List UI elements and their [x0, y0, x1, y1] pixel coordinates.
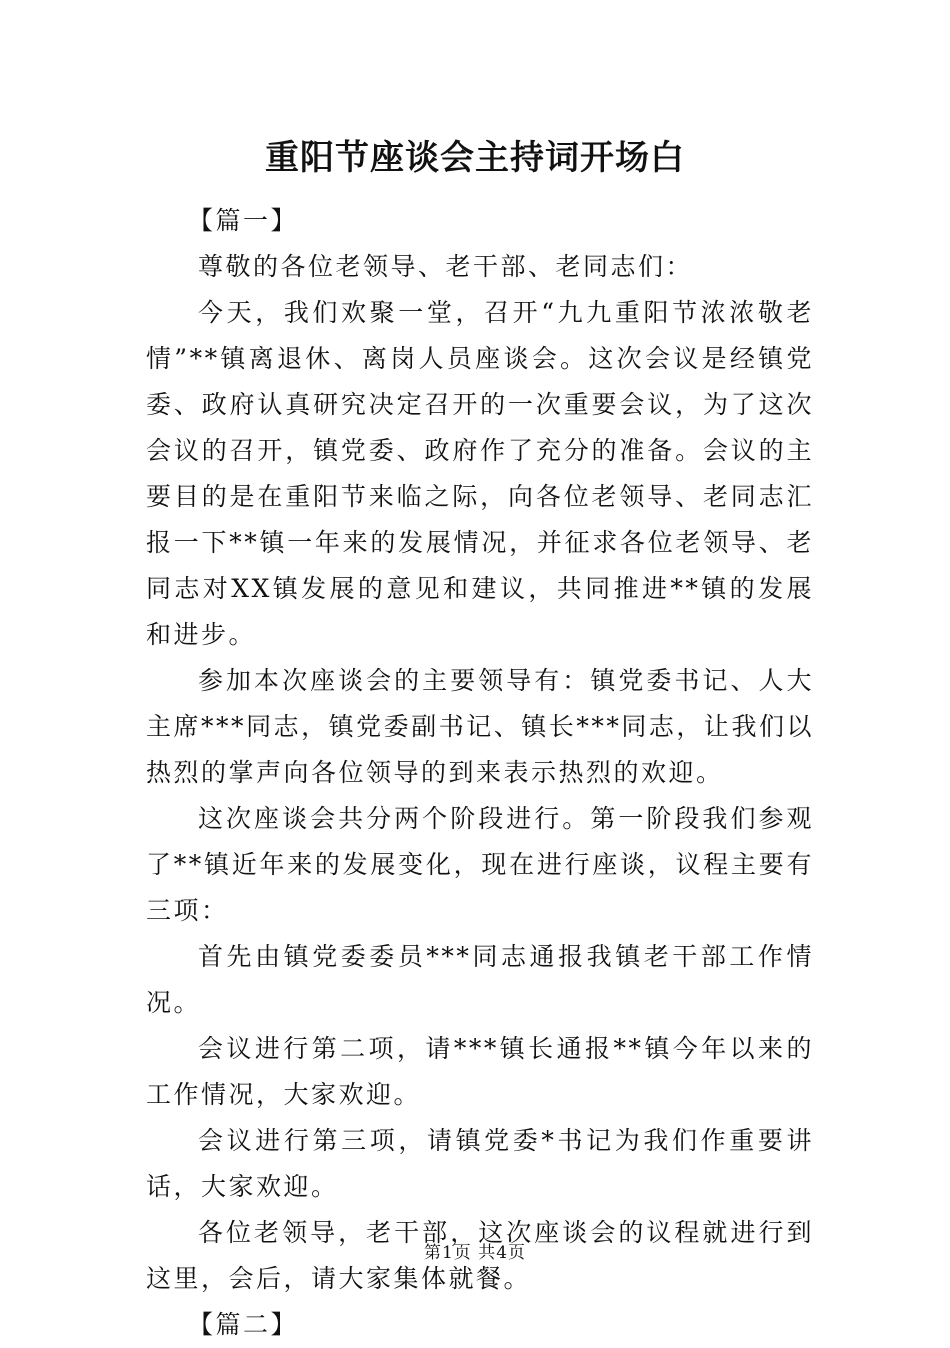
paragraph-item-1: 首先由镇党委委员***同志通报我镇老干部工作情况。 — [146, 942, 814, 1017]
paragraph-agenda: 这次座谈会共分两个阶段进行。第一阶段我们参观了**镇近年来的发展变化，现在进行座谈，议程主要有三项： — [146, 804, 814, 925]
document-body — [146, 198, 814, 1348]
page-number-footer: 第1页 共4页 — [423, 1243, 527, 1263]
paragraph-greeting: 尊敬的各位老领导、老干部、老同志们： — [198, 252, 694, 281]
paragraph-closing: 各位老领导，老干部，这次座谈会的议程就进行到这里，会后，请大家集体就餐。 — [146, 1218, 814, 1293]
section-heading-2: 【篇二】 — [188, 1310, 299, 1339]
paragraph-item-3: 会议进行第三项，请镇党委*书记为我们作重要讲话，大家欢迎。 — [146, 1126, 814, 1201]
paragraph-leaders: 参加本次座谈会的主要领导有：镇党委书记、人大主席***同志，镇党委副书记、镇长***同志，让我们以热烈的掌声向各位领导的到来表示热烈的欢迎。 — [146, 666, 814, 787]
document-title: 重阳节座谈会主持词开场白 — [265, 138, 685, 178]
paragraph-intro: 今天，我们欢聚一堂，召开“九九重阳节浓浓敬老情”**镇离退休、离岗人员座谈会。这次会议是经镇党委、政府认真研究决定召开的一次重要会议，为了这次会议的召开，镇党委、政府作了充分的准备。会议的主要目的是在重阳节来临之际，向各位老领导、老同志汇报一下**镇一年来的发展情况，并征求各位老领导、老同志对XX镇发展的意见和建议，共同推进**镇的发展和进步。 — [146, 298, 814, 649]
section-heading-1: 【篇一】 — [188, 206, 299, 235]
paragraph-item-2: 会议进行第二项，请***镇长通报**镇今年以来的工作情况，大家欢迎。 — [146, 1034, 814, 1109]
